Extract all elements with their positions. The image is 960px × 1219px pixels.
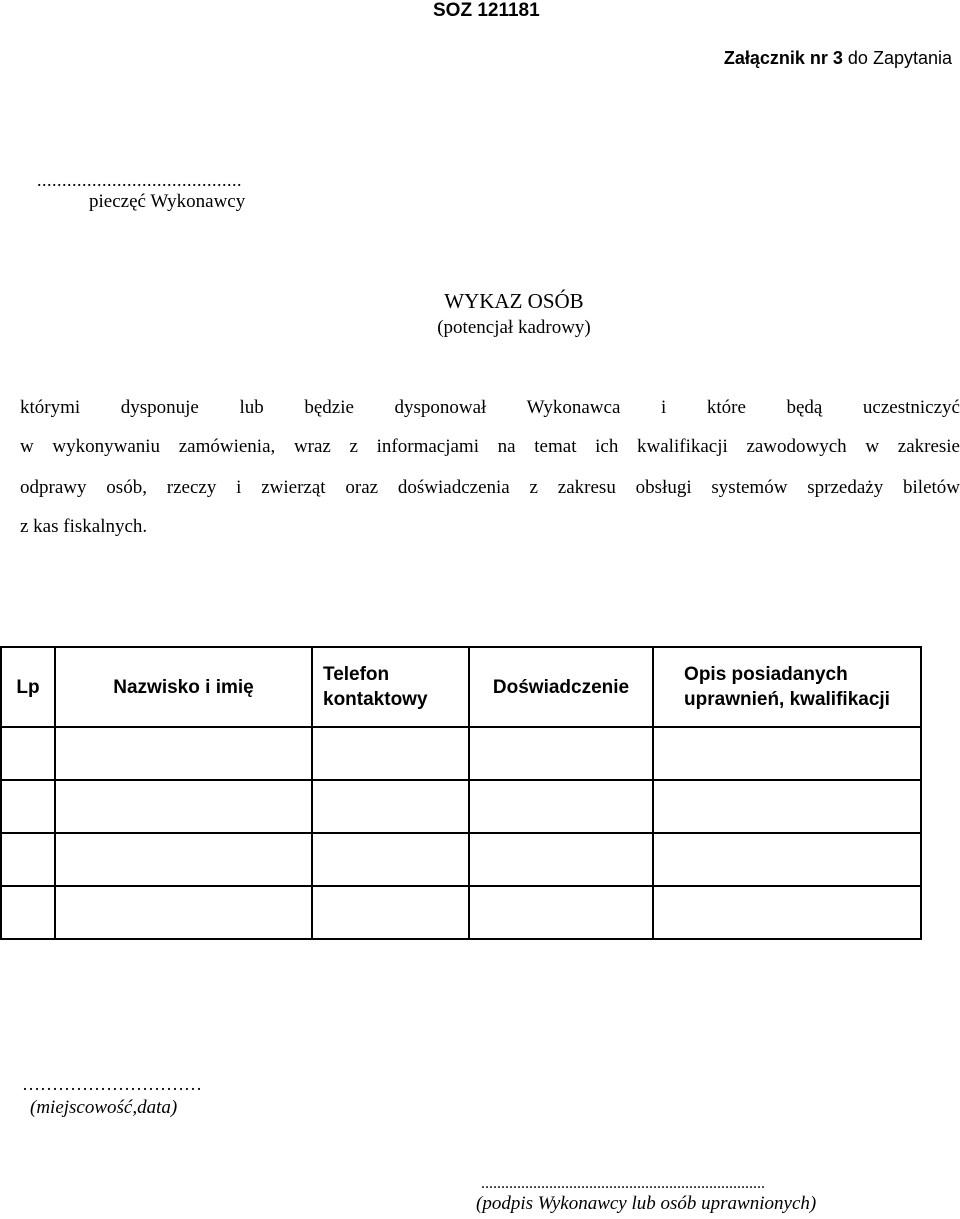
header-experience: Doświadczenie: [469, 647, 653, 727]
paragraph-line-2: w wykonywaniu zamówienia, wraz z informacjami na temat ich kwalifikacji zawodowych w zakresie: [20, 436, 960, 457]
attachment-label: [724, 48, 952, 69]
cell-experience[interactable]: [469, 727, 653, 780]
document-title: WYKAZ OSÓB: [444, 289, 584, 313]
cell-qualifications[interactable]: [653, 780, 921, 833]
attachment-number: Załącznik nr 3: [723, 48, 843, 68]
document-subtitle: (potencjał kadrowy): [437, 317, 591, 338]
cell-experience[interactable]: [469, 886, 653, 939]
cell-lp[interactable]: [1, 780, 55, 833]
header-qual-line-1: Opis posiadanych: [684, 664, 848, 685]
header-phone-line-2: kontaktowy: [323, 689, 428, 710]
paragraph-line-4: z kas fiskalnych.: [20, 516, 148, 537]
cell-qualifications[interactable]: [653, 727, 921, 780]
cell-experience[interactable]: [469, 833, 653, 886]
cell-phone[interactable]: [312, 833, 469, 886]
table-row: [1, 727, 921, 780]
stamp-label: pieczęć Wykonawcy: [89, 191, 246, 212]
cell-lp[interactable]: [1, 833, 55, 886]
paragraph-line-1: którymi dysponuje lub będzie dysponował Wykonawca i które będą uczestniczyć: [20, 397, 960, 418]
place-date-dotted-line: …………………………: [22, 1074, 202, 1094]
cell-name[interactable]: [55, 780, 312, 833]
cell-name[interactable]: [55, 833, 312, 886]
cell-lp[interactable]: [1, 886, 55, 939]
header-phone-line-1: Telefon: [323, 664, 390, 685]
paragraph-line-3: odprawy osób, rzeczy i zwierząt oraz doświadczenia z zakresu obsługi systemów sprzedaży biletów: [20, 477, 960, 498]
table-row: [1, 886, 921, 939]
header-qualifications: [653, 647, 921, 727]
table-row: [1, 780, 921, 833]
cell-name[interactable]: [55, 727, 312, 780]
cell-phone[interactable]: [312, 727, 469, 780]
signature-dotted-line: .......................................................................: [481, 1175, 765, 1192]
cell-phone[interactable]: [312, 780, 469, 833]
cell-qualifications[interactable]: [653, 833, 921, 886]
header-name: Nazwisko i imię: [55, 647, 312, 727]
cell-name[interactable]: [55, 886, 312, 939]
personnel-table: [0, 646, 922, 940]
cell-qualifications[interactable]: [653, 886, 921, 939]
document-id: SOZ 121181: [433, 0, 540, 21]
header-qual-line-2: uprawnień, kwalifikacji: [684, 689, 890, 710]
cell-phone[interactable]: [312, 886, 469, 939]
attachment-suffix: do Zapytania: [842, 48, 952, 68]
header-lp: Lp: [1, 647, 55, 727]
stamp-dotted-line: .........................................: [37, 170, 242, 190]
cell-lp[interactable]: [1, 727, 55, 780]
table-row: [1, 833, 921, 886]
header-phone: [312, 647, 469, 727]
place-date-label: (miejscowość,data): [30, 1097, 178, 1118]
signature-label: (podpis Wykonawcy lub osób uprawnionych): [476, 1193, 817, 1214]
cell-experience[interactable]: [469, 780, 653, 833]
table-header-row: [1, 647, 921, 727]
